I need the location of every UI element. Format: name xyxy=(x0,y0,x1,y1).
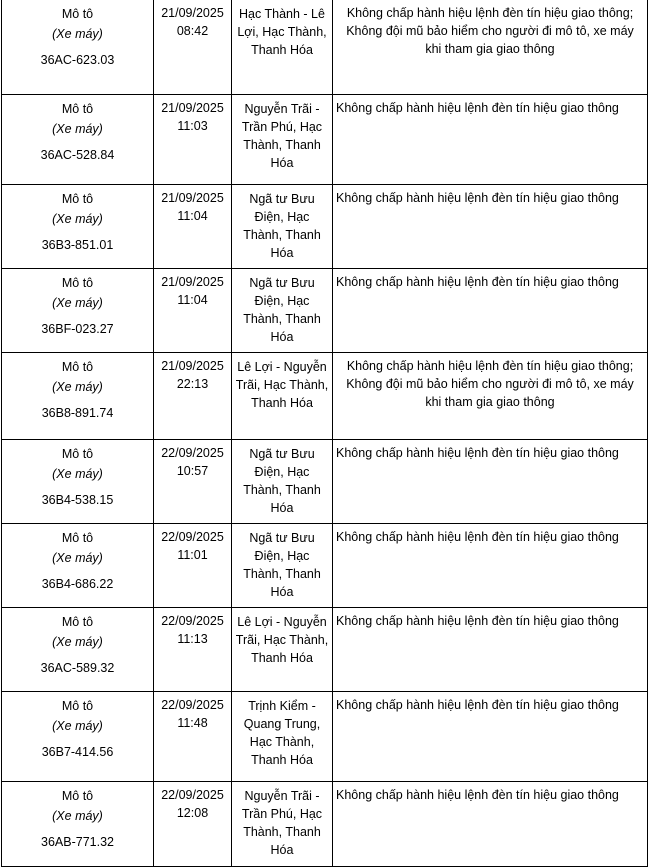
datetime-cell xyxy=(154,440,232,524)
table-row xyxy=(2,0,648,95)
violation-location: Nguyễn Trãi - Trần Phú, Hạc Thành, Thanh Hóa xyxy=(241,102,323,170)
violation-time: 08:42 xyxy=(176,24,209,38)
table-row xyxy=(2,269,648,353)
vehicle-cell xyxy=(2,185,154,269)
violation-time: 22:13 xyxy=(176,377,209,391)
violation-cell xyxy=(333,608,648,692)
table-row xyxy=(2,440,648,524)
violations-table-body xyxy=(2,0,648,867)
violation-location: Trịnh Kiểm - Quang Trung, Hạc Thành, Thanh Hóa xyxy=(243,699,321,767)
violation-date: 22/09/2025 xyxy=(161,614,224,628)
violation-date: 22/09/2025 xyxy=(161,698,224,712)
datetime-cell xyxy=(154,269,232,353)
vehicle-type: Mô tô xyxy=(61,360,94,374)
location-cell xyxy=(232,608,333,692)
table-row xyxy=(2,185,648,269)
vehicle-type: Mô tô xyxy=(61,276,94,290)
vehicle-type: Mô tô xyxy=(61,102,94,116)
violation-description: Không chấp hành hiệu lệnh đèn tín hiệu giao thông; xyxy=(346,6,634,20)
vehicle-subtype: (Xe máy) xyxy=(52,809,103,823)
vehicle-type: Mô tô xyxy=(61,192,94,206)
violation-description: Không chấp hành hiệu lệnh đèn tín hiệu giao thông xyxy=(336,788,619,802)
table-row xyxy=(2,353,648,440)
license-plate: 36B7-414.56 xyxy=(41,745,114,759)
violation-location: Ngã tư Bưu Điện, Hạc Thành, Thanh Hóa xyxy=(243,192,321,260)
violation-time: 12:08 xyxy=(176,806,209,820)
vehicle-type: Mô tô xyxy=(61,789,94,803)
license-plate: 36AC-589.32 xyxy=(40,661,115,675)
vehicle-cell xyxy=(2,524,154,608)
violation-time: 11:01 xyxy=(177,548,208,562)
table-row xyxy=(2,524,648,608)
violation-description: Không đội mũ bảo hiểm cho người đi mô tô, xe máy khi tham gia giao thông xyxy=(346,377,634,409)
violation-location: Ngã tư Bưu Điện, Hạc Thành, Thanh Hóa xyxy=(243,276,321,344)
violation-cell xyxy=(333,0,648,95)
location-cell xyxy=(232,0,333,95)
vehicle-cell xyxy=(2,608,154,692)
violation-cell xyxy=(333,95,648,185)
vehicle-subtype: (Xe máy) xyxy=(52,551,103,565)
license-plate: 36AC-528.84 xyxy=(40,148,115,162)
violation-description: Không chấp hành hiệu lệnh đèn tín hiệu giao thông; xyxy=(346,359,634,373)
violation-location: Nguyễn Trãi - Trần Phú, Hạc Thành, Thanh Hóa xyxy=(241,789,323,857)
violation-location: Ngã tư Bưu Điện, Hạc Thành, Thanh Hóa xyxy=(243,531,321,599)
datetime-cell xyxy=(154,95,232,185)
violation-location: Ngã tư Bưu Điện, Hạc Thành, Thanh Hóa xyxy=(243,447,321,515)
violation-location: Hạc Thành - Lê Lợi, Hạc Thành, Thanh Hóa xyxy=(237,7,327,57)
vehicle-subtype: (Xe máy) xyxy=(52,212,103,226)
license-plate: 36B4-686.22 xyxy=(41,577,114,591)
violation-date: 22/09/2025 xyxy=(161,530,224,544)
violation-time: 11:48 xyxy=(177,716,208,730)
datetime-cell xyxy=(154,0,232,95)
vehicle-cell xyxy=(2,353,154,440)
violation-cell xyxy=(333,269,648,353)
violation-time: 11:04 xyxy=(177,209,208,223)
violation-date: 21/09/2025 xyxy=(161,6,224,20)
location-cell xyxy=(232,440,333,524)
datetime-cell xyxy=(154,782,232,867)
violation-time: 11:03 xyxy=(177,119,208,133)
vehicle-type: Mô tô xyxy=(61,7,94,21)
violation-description: Không chấp hành hiệu lệnh đèn tín hiệu giao thông xyxy=(336,446,619,460)
violation-time: 11:13 xyxy=(177,632,208,646)
violation-description: Không chấp hành hiệu lệnh đèn tín hiệu giao thông xyxy=(336,275,619,289)
violation-description: Không chấp hành hiệu lệnh đèn tín hiệu giao thông xyxy=(336,530,619,544)
location-cell xyxy=(232,692,333,782)
datetime-cell xyxy=(154,692,232,782)
vehicle-cell xyxy=(2,0,154,95)
vehicle-subtype: (Xe máy) xyxy=(52,719,103,733)
violation-description: Không chấp hành hiệu lệnh đèn tín hiệu giao thông xyxy=(336,191,619,205)
location-cell xyxy=(232,353,333,440)
license-plate: 36BF-023.27 xyxy=(41,322,114,336)
vehicle-subtype: (Xe máy) xyxy=(52,27,103,41)
violation-cell xyxy=(333,440,648,524)
vehicle-subtype: (Xe máy) xyxy=(52,635,103,649)
location-cell xyxy=(232,782,333,867)
vehicle-subtype: (Xe máy) xyxy=(52,296,103,310)
violation-location: Lê Lợi - Nguyễn Trãi, Hạc Thành, Thanh Hóa xyxy=(235,615,329,665)
violation-description: Không đội mũ bảo hiểm cho người đi mô tô, xe máy khi tham gia giao thông xyxy=(346,24,634,56)
table-row xyxy=(2,782,648,867)
violation-time: 10:57 xyxy=(176,464,209,478)
violation-date: 21/09/2025 xyxy=(161,275,224,289)
license-plate: 36B4-538.15 xyxy=(41,493,114,507)
violation-date: 22/09/2025 xyxy=(161,788,224,802)
vehicle-type: Mô tô xyxy=(61,699,94,713)
vehicle-cell xyxy=(2,269,154,353)
license-plate: 36AB-771.32 xyxy=(41,835,114,849)
violation-date: 21/09/2025 xyxy=(161,359,224,373)
location-cell xyxy=(232,185,333,269)
table-row xyxy=(2,608,648,692)
violation-date: 21/09/2025 xyxy=(161,101,224,115)
violation-description: Không chấp hành hiệu lệnh đèn tín hiệu giao thông xyxy=(336,698,619,712)
vehicle-subtype: (Xe máy) xyxy=(52,467,103,481)
vehicle-cell xyxy=(2,95,154,185)
violation-cell xyxy=(333,185,648,269)
vehicle-cell xyxy=(2,692,154,782)
vehicle-cell xyxy=(2,440,154,524)
violation-description: Không chấp hành hiệu lệnh đèn tín hiệu giao thông xyxy=(336,101,619,115)
violation-date: 22/09/2025 xyxy=(161,446,224,460)
location-cell xyxy=(232,269,333,353)
violation-cell xyxy=(333,692,648,782)
license-plate: 36B8-891.74 xyxy=(41,406,114,420)
vehicle-type: Mô tô xyxy=(61,531,94,545)
vehicle-type: Mô tô xyxy=(61,615,94,629)
violation-location: Lê Lợi - Nguyễn Trãi, Hạc Thành, Thanh Hóa xyxy=(235,360,329,410)
datetime-cell xyxy=(154,185,232,269)
location-cell xyxy=(232,95,333,185)
license-plate: 36AC-623.03 xyxy=(40,53,115,67)
license-plate: 36B3-851.01 xyxy=(41,238,114,252)
vehicle-cell xyxy=(2,782,154,867)
violations-table xyxy=(1,0,648,867)
violation-cell xyxy=(333,782,648,867)
violation-date: 21/09/2025 xyxy=(161,191,224,205)
vehicle-type: Mô tô xyxy=(61,447,94,461)
datetime-cell xyxy=(154,353,232,440)
vehicle-subtype: (Xe máy) xyxy=(52,380,103,394)
location-cell xyxy=(232,524,333,608)
violation-cell xyxy=(333,353,648,440)
violation-description: Không chấp hành hiệu lệnh đèn tín hiệu giao thông xyxy=(336,614,619,628)
violation-time: 11:04 xyxy=(177,293,208,307)
datetime-cell xyxy=(154,608,232,692)
table-row xyxy=(2,95,648,185)
table-row xyxy=(2,692,648,782)
violation-cell xyxy=(333,524,648,608)
datetime-cell xyxy=(154,524,232,608)
vehicle-subtype: (Xe máy) xyxy=(52,122,103,136)
